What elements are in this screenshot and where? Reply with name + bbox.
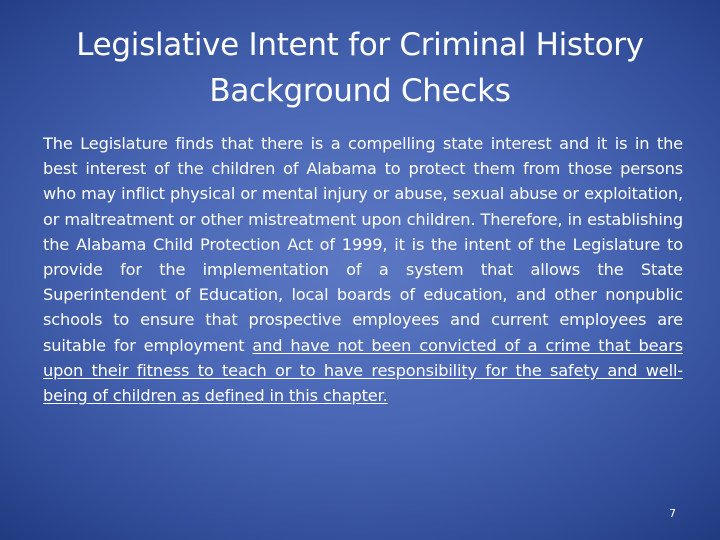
body-underlined-text: and have not been convicted of a crime that bears upon their fitness to teach or to have responsibility for the safety and well-being of children as defined in this chapter. <box>43 335 683 406</box>
slide-number: 7 <box>669 507 676 520</box>
body-plain-text: The Legislature finds that there is a compelling state interest and it is in the best interest of the children of Alabama to protect them from those persons who may inflict physical or mental injury or abuse, sexual abuse or exploitation, or maltreatment or other mistreatment upon children. Therefore, in establishing the Alabama Child Protection Act of 1999, it is the intent of the Legislature to provide for the implementation of a system that allows the State Superintendent of Education, local boards of education, and other nonpublic schools to ensure that prospective employees and current employees are suitable for employment <box>43 134 683 355</box>
slide-title: Legislative Intent for Criminal History Background Checks <box>76 27 644 109</box>
slide-body-text <box>43 131 683 408</box>
